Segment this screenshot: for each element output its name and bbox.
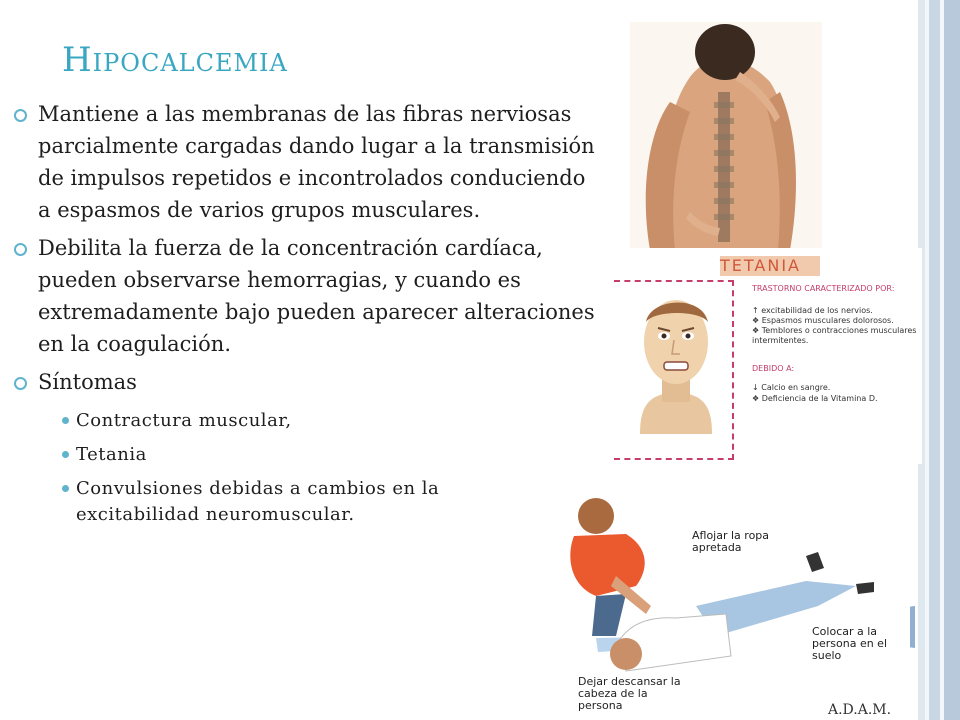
first-aid-label: Aflojar la ropa apretada (692, 529, 770, 554)
bullet-item (14, 98, 604, 226)
decorative-border (944, 0, 960, 720)
sub-bullet-item (14, 442, 476, 468)
bullet-circle-icon (14, 109, 27, 122)
adam-logo: A.D.A.M. (828, 702, 892, 718)
bullet-circle-icon (14, 243, 27, 256)
sub-bullet-item (14, 408, 476, 434)
sub-bullet-text: Tetania (76, 444, 147, 465)
bullet-dot-icon (62, 451, 69, 458)
list-item-text: Deficiencia de la Vitamina D. (761, 394, 878, 403)
tetania-list (752, 382, 917, 404)
decorative-border (929, 0, 940, 720)
list-item-text: Temblores o contracciones musculares intermitentes. (752, 326, 917, 345)
list-item: ❖ Espasmos musculares dolorosos. (752, 316, 894, 325)
list-item: ❖ Deficiencia de la Vitamina D. (752, 394, 878, 403)
back-pain-image (630, 22, 822, 250)
list-item-text: Calcio en sangre. (761, 383, 831, 392)
sub-bullet-item (14, 476, 536, 528)
bullet-dot-icon (62, 485, 69, 492)
tetania-list (752, 306, 917, 346)
tetania-title: TETANIA (720, 256, 801, 275)
first-aid-image (556, 486, 910, 720)
bullet-list (14, 98, 604, 536)
tetania-subtitle: DEBIDO A: (752, 364, 795, 373)
first-aid-label: Colocar a la persona en el suelo (812, 625, 888, 662)
face-illustration (630, 284, 722, 434)
bullet-item (14, 232, 604, 360)
list-item-text: excitabilidad de los nervios. (761, 306, 873, 315)
bullet-text: Mantiene a las membranas de las fibras nerviosas parcialmente cargadas dando lugar a la transmisión de impulsos repetidos e incontrolados conduciendo a espasmos de varios grupos musculares. (38, 102, 595, 222)
bullet-text: Debilita la fuerza de la concentración cardíaca, pueden observarse hemorragias, y cuando es extremadamente bajo pueden aparecer alteraciones en la coagulación. (38, 236, 595, 356)
bullet-circle-icon (14, 377, 27, 390)
list-item: ↓ Calcio en sangre. (752, 383, 831, 392)
tetania-subtitle: TRASTORNO CARACTERIZADO POR: (752, 284, 895, 293)
sub-bullet-text: Convulsiones debidas a cambios en la excitabilidad neuromuscular. (76, 478, 440, 525)
bullet-text: Síntomas (38, 370, 137, 394)
tetania-image (612, 248, 922, 464)
sub-bullet-text: Contractura muscular, (76, 410, 292, 431)
bullet-item (14, 366, 604, 398)
list-item: ↑ excitabilidad de los nervios. (752, 306, 873, 315)
bullet-dot-icon (62, 417, 69, 424)
slide-title: Hipocalcemia (62, 40, 288, 80)
back-illustration (630, 22, 822, 250)
first-aid-label: Dejar descansar la cabeza de la persona (578, 675, 681, 712)
list-item: ❖ Temblores o contracciones musculares intermitentes. (752, 326, 917, 345)
list-item-text: Espasmos musculares dolorosos. (761, 316, 894, 325)
